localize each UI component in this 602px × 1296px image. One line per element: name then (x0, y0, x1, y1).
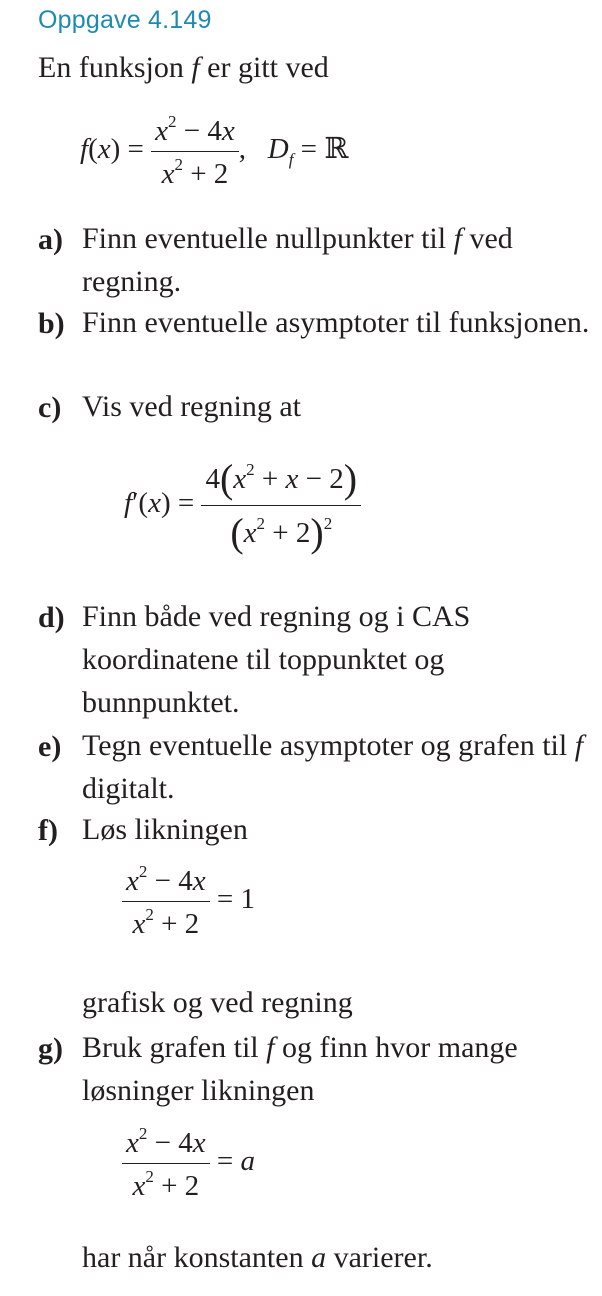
exercise-title: Oppgave 4.149 (38, 6, 212, 34)
task-text-d: Finn både ved regning og i CAS koordinatene til toppunktet og bunnpunktet. (82, 600, 471, 719)
task-label-c: c) (38, 391, 62, 424)
task-label-d: d) (38, 601, 65, 634)
task-g-continuation: har når konstanten a varierer. (82, 1241, 433, 1274)
task-label-b: b) (38, 307, 65, 340)
main-fraction: $\frac{x^2 - 4x}{x^2 + 2}$ (151, 112, 239, 191)
task-label-a: a) (38, 223, 63, 256)
function-definition-formula: f(x) = $\frac{x^2 - 4x}{x^2 + 2}$ , $D_f$ = ℝ (80, 112, 349, 190)
task-text-a: Finn eventuelle nullpunkter til f ved regning. (82, 222, 513, 298)
task-f-continuation: grafisk og ved regning (82, 986, 353, 1019)
equation-f-formula: $\frac{x^2 - 4x}{x^2 + 2}$ = 1 (122, 862, 255, 941)
task-text-b: Finn eventuelle asymptoter til funksjonen. (82, 306, 590, 339)
task-label-e: e) (38, 730, 62, 763)
task-text-c: Vis ved regning at (82, 390, 301, 423)
equation-f-fraction: $\frac{x^2 - 4x}{x^2 + 2}$ (122, 862, 210, 941)
equation-g-fraction: $\frac{x^2 - 4x}{x^2 + 2}$ (122, 1124, 210, 1203)
task-text-f: Løs likningen (82, 813, 248, 846)
derivative-formula: f′(x) = $\frac{4(x^2 + x - 2)}{(x^2 + 2)^2}$ (124, 455, 361, 556)
task-label-g: g) (38, 1032, 63, 1065)
task-text-e: Tegn eventuelle asymptoter og grafen til f digitalt. (82, 729, 584, 805)
task-label-f: f) (38, 814, 58, 847)
intro-text: En funksjon f er gitt ved (38, 51, 329, 84)
task-text-g: Bruk grafen til f og finn hvor mange løsninger likningen (82, 1031, 518, 1107)
derivative-fraction: $\frac{4(x^2 + x - 2)}{(x^2 + 2)^2}$ (201, 455, 361, 556)
equation-g-formula: $\frac{x^2 - 4x}{x^2 + 2}$ = a (122, 1124, 255, 1203)
